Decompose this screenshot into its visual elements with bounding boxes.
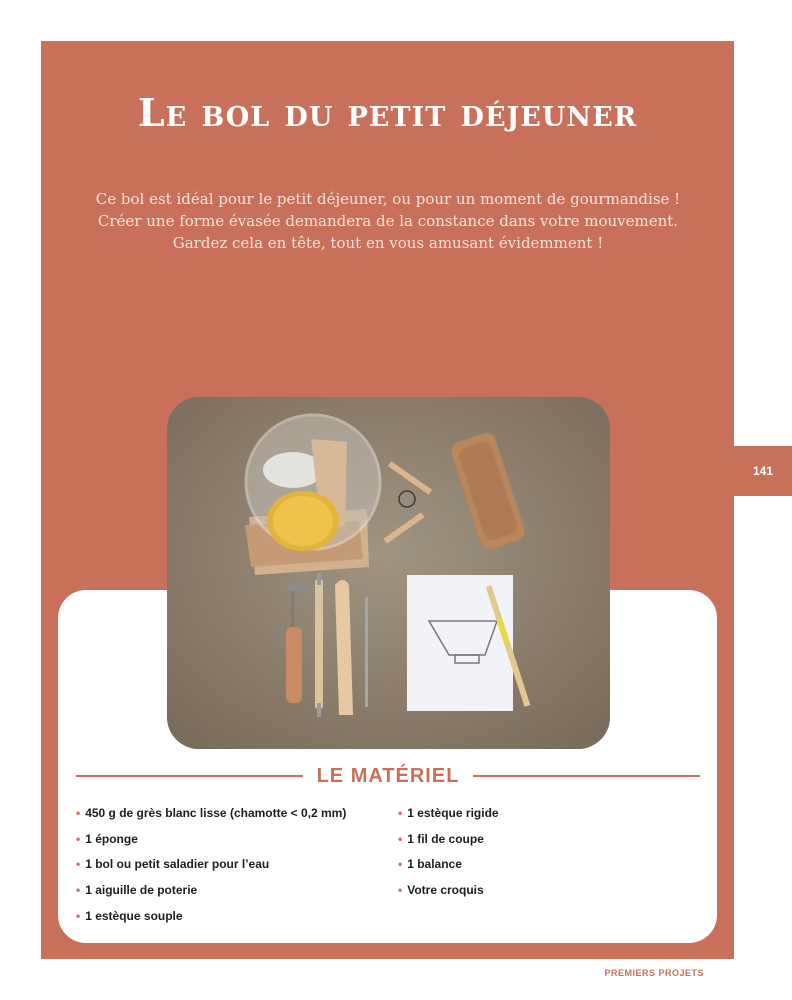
materials-header <box>76 763 700 789</box>
intro-line: Gardez cela en tête, tout en vous amusant évidemment ! <box>172 234 604 252</box>
list-item: • Votre croquis <box>398 882 484 897</box>
bullet-icon: • <box>398 831 403 846</box>
bullet-icon: • <box>76 908 81 923</box>
bullet-icon: • <box>76 857 81 872</box>
page-title: Le bol du petit déjeuner <box>137 90 638 135</box>
bullet-icon: • <box>398 882 403 897</box>
thin-needle-icon <box>365 597 368 707</box>
intro-paragraph <box>90 188 686 254</box>
intro-line: Ce bol est idéal pour le petit déjeuner, ou pour un moment de gourmandise ! <box>95 190 681 208</box>
bullet-icon: • <box>76 831 81 846</box>
bullet-icon: • <box>398 805 403 820</box>
list-item: • 1 éponge <box>76 831 138 846</box>
materials-column-1 <box>76 800 346 928</box>
intro-line: Créer une forme évasée demandera de la constance dans votre mouvement. <box>97 212 679 230</box>
tools-illustration <box>167 397 610 749</box>
list-item: • 1 estèque rigide <box>398 805 499 820</box>
needle-tool-icon <box>289 583 305 591</box>
list-item: • 1 balance <box>398 857 462 872</box>
list-item: • 1 estèque souple <box>76 908 183 923</box>
sketch-paper-icon <box>407 575 513 711</box>
bullet-icon: • <box>76 882 81 897</box>
materials-column-2 <box>398 800 499 903</box>
materials-heading: LE MATÉRIEL <box>316 764 460 787</box>
divider-right <box>473 775 700 777</box>
list-item: • 1 fil de coupe <box>398 831 484 846</box>
bullet-icon: • <box>398 857 403 872</box>
page-number-tab <box>734 446 792 496</box>
materials-photo <box>167 397 610 749</box>
list-item: • 450 g de grès blanc lisse (chamotte < 0,2 mm) <box>76 805 347 820</box>
list-item: • 1 bol ou petit saladier pour l’eau <box>76 857 270 872</box>
footer-section-label: PREMIERS PROJETS <box>604 968 704 978</box>
page-number: 141 <box>752 464 774 478</box>
divider-left <box>76 775 303 777</box>
bullet-icon: • <box>76 805 81 820</box>
modeling-tool-icon <box>315 579 323 709</box>
list-item: • 1 aiguille de poterie <box>76 882 198 897</box>
